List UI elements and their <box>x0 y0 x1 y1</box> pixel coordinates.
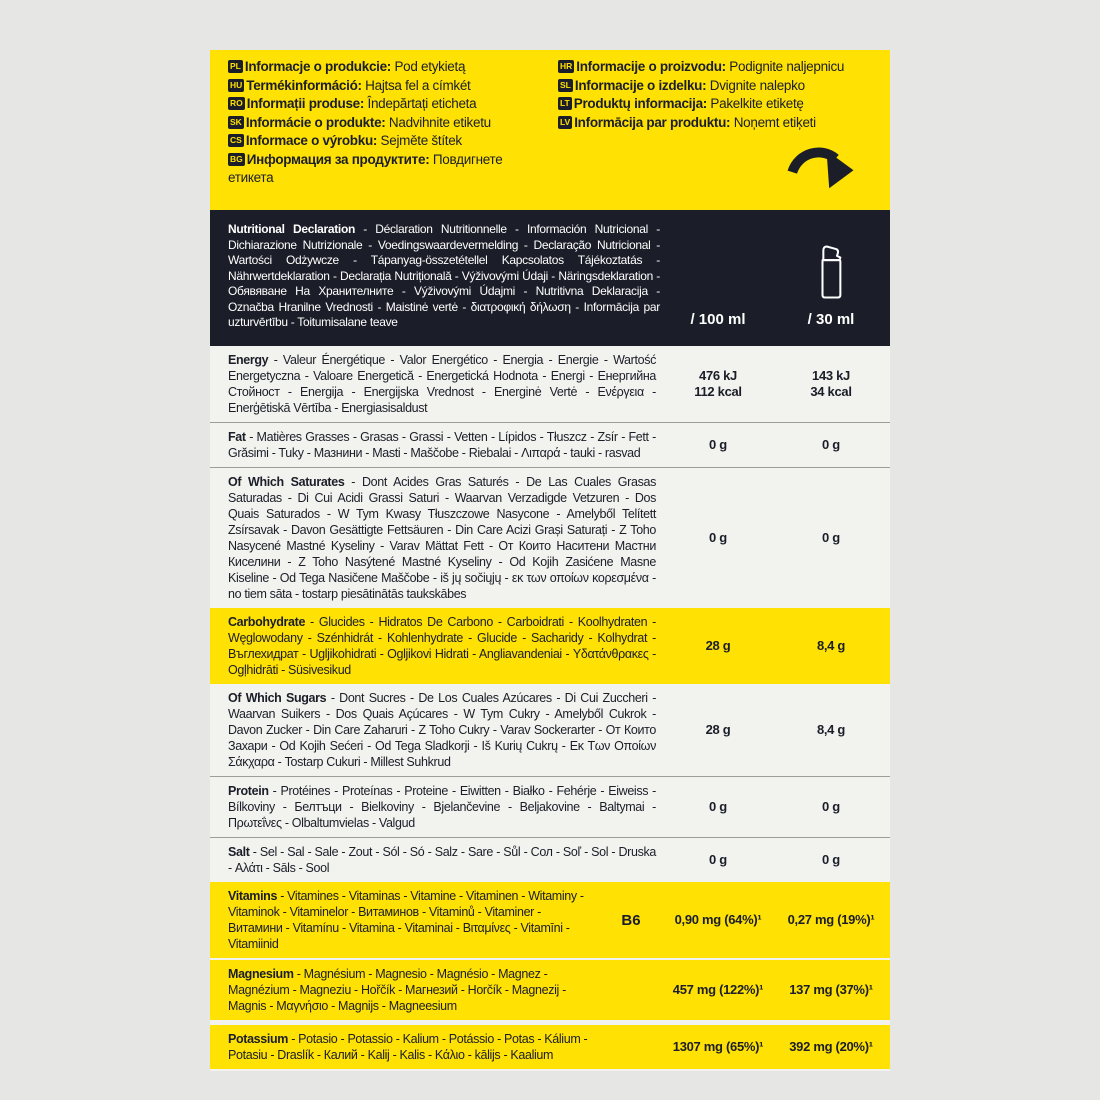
nutrient-lead: Potassium <box>228 1032 289 1046</box>
peel-info-line <box>228 77 543 96</box>
nutrient-lead: Fat <box>228 430 246 444</box>
nutrient-name <box>228 474 664 602</box>
peel-label: Informācija par produktu: <box>574 114 731 130</box>
peel-label: Produktų informacija: <box>573 96 707 111</box>
peel-label: Informacije o proizvodu: <box>576 59 726 74</box>
value-per-30ml: 137 mg (37%)¹ <box>789 982 873 997</box>
peel-label: Informacje o produkcie: <box>244 59 392 74</box>
value-per-100ml: 0 g <box>709 799 727 814</box>
bottle-icon <box>814 241 848 303</box>
nutrient-name <box>228 783 664 831</box>
lang-badge: PL <box>230 61 241 71</box>
value-per-30ml: 8,4 g <box>816 722 846 737</box>
lang-badge: HU <box>230 79 243 90</box>
declaration-text <box>210 210 664 346</box>
peel-info-line <box>228 95 543 114</box>
lang-badge: BG <box>230 153 243 164</box>
value-per-30ml: 0 g <box>822 530 840 545</box>
nutrient-lead: Protein <box>228 784 269 798</box>
nutrient-translations: - Magnésium - Magnesio - Magnésio - Magnez - Magnézium - Magneziu - Hořčík - Магнезий - Horčík - Magnezij - Magnis - Μαγνήσιο - Magnijs - Magneesium <box>228 967 566 1013</box>
lang-badge: LT <box>560 98 570 108</box>
per-30ml-label: / 30 ml <box>807 311 855 328</box>
nutrient-table <box>210 346 890 1071</box>
lang-badge: SK <box>230 116 242 127</box>
declaration-lead: Nutritional Declaration <box>228 222 356 236</box>
nutrient-name <box>228 844 664 876</box>
nutrient-name <box>228 888 598 952</box>
peel-info-line <box>558 95 876 114</box>
nutrient-row-energy <box>210 346 890 422</box>
lang-badge: LV <box>560 116 571 127</box>
peel-info-line <box>228 58 543 77</box>
lang-badge: CS <box>230 135 242 145</box>
spacer <box>598 966 664 1014</box>
nutrient-lead: Of Which Saturates <box>228 475 345 489</box>
nutrient-row-carbohydrate <box>210 608 890 684</box>
nutrient-lead: Of Which Sugars <box>228 691 327 705</box>
peel-label: Informace o výrobku: <box>245 133 378 148</box>
peel-value: Pod etykietą <box>391 59 466 74</box>
peel-label: Informácie o produkte: <box>245 114 386 130</box>
peel-value: Podignite naljepnicu <box>725 59 845 74</box>
peel-value: Îndepărtați eticheta <box>364 96 477 111</box>
value-per-100ml: 0 g <box>709 852 727 867</box>
value-per-30ml: 0 g <box>822 852 840 867</box>
column-header-per-100ml: / 100 ml <box>690 311 746 328</box>
peel-value: Noņemt etiķeti <box>730 114 816 130</box>
nutrient-translations: - Vitamines - Vitaminas - Vitamine - Vitaminen - Witaminy - Vitaminok - Vitaminelor - Витаминов - Vitaminů - Vitaminer - Витамини - Vitamínu - Vitamina - Vitaminai - Βιταμίνες - Vitamīni - Vitamiinid <box>228 889 584 951</box>
spacer <box>598 1031 664 1063</box>
value-per-100ml: 476 kJ 112 kcal <box>694 368 742 399</box>
peel-info-left-column <box>228 58 543 188</box>
nutrient-translations: - Dont Sucres - De Los Cuales Azúcares - Di Cui Zuccheri - Waarvan Suikers - Dos Quais Açúcares - W Tym Cukry - Amelyből Cukrok - Davon Zucker - Din Care Zaharuri - Z Toho Cukry - Varav Sockerarter - От Които Захари - Od Kojih Sećeri - Od Tega Sladkorji - Iš Kurių Cukrų - Εκ Των Οποίων Σάκχαρα - Tostarp Cukuri - Millest Suhkrud <box>228 691 657 769</box>
peel-info-line <box>558 77 876 96</box>
nutrient-lead: Magnesium <box>228 967 294 981</box>
nutrient-name <box>228 352 664 416</box>
nutrient-lead: Salt <box>228 845 250 859</box>
value-per-100ml: 1307 mg (65%)¹ <box>672 1039 764 1054</box>
value-per-100ml: 0,90 mg (64%)¹ <box>674 912 762 927</box>
peel-info-line <box>228 132 543 151</box>
nutrient-translations: - Dont Acides Gras Saturés - De Las Cuales Grasas Saturadas - Di Cui Acidi Grassi Saturi - Waarvan Verzadigde Vetzuren - Dos Quais Saturados - W Tym Kwasy Tłuszczowe Nasycone - Amelyből Telített Zsírsavak - Davon Gesättigte Fettsäuren - Din Care Acizi Grași Saturați - Z Toho Nasycené Mastné Kyseliny - Varav Mättat Fett - От Които Наситени Мастни Киселини - Z Toho Nasýtené Mastné Kyseliny - Od Kojih Zasićene Masne Kiseline - Od Tega Nasičene Maščobe - iš jų sočiųjų - εκ των οποίων κορεσμένα - no tiem sāta - tostarp piesātinātās taukskābes <box>228 475 656 601</box>
nutrient-name <box>228 966 598 1014</box>
value-per-100ml: 28 g <box>705 722 731 737</box>
value-per-100ml: 0 g <box>709 530 727 545</box>
lang-badge: HR <box>560 61 573 71</box>
nutrient-name <box>228 1031 598 1063</box>
nutrient-row-protein <box>210 776 890 837</box>
value-per-30ml: 143 kJ 34 kcal <box>810 368 852 399</box>
peel-info-line <box>558 58 876 77</box>
peel-label: Informații produse: <box>246 96 365 111</box>
nutrient-row-sugars <box>210 684 890 776</box>
nutrient-lead: Energy <box>228 353 269 367</box>
nutrient-row-salt <box>210 837 890 882</box>
peel-value: Pakelkite etiketę <box>706 96 804 111</box>
nutrition-label <box>210 50 890 1071</box>
nutrient-name <box>228 690 664 770</box>
lang-badge: SL <box>560 79 571 90</box>
nutrient-row-vitamins <box>210 882 890 958</box>
nutrient-row-potassium <box>210 1020 890 1069</box>
value-per-30ml: 8,4 g <box>816 638 846 653</box>
value-per-100ml: 28 g <box>705 638 731 653</box>
nutrient-name <box>228 429 664 461</box>
peel-value: Повдигнете етикета <box>228 151 503 185</box>
value-per-100ml: 0 g <box>709 437 727 452</box>
nutrient-translations: - Protéines - Proteínas - Proteine - Eiwitten - Białko - Fehérje - Eiweiss - Bílkoviny - Белтъци - Bielkoviny - Bjelančevine - Beljakovine - Baltymai - Πρωτεΐνες - Olbaltumvielas - Valgud <box>228 784 656 830</box>
peel-label: Informacije o izdelku: <box>574 77 707 93</box>
peel-info-block <box>210 50 890 210</box>
peel-info-line <box>228 114 543 133</box>
peel-value: Hajtsa fel a címkét <box>361 77 471 93</box>
nutrient-row-saturates <box>210 467 890 608</box>
peel-info-line <box>558 114 876 133</box>
vitamin-b6-label: B6 <box>621 911 641 929</box>
lang-badge: RO <box>230 98 243 108</box>
nutrient-row-fat <box>210 422 890 467</box>
nutrient-translations: - Matières Grasses - Grasas - Grassi - Vetten - Lípidos - Tłuszcz - Zsír - Fett - Grăsimi - Tuky - Мазнини - Masti - Maščobe - Riebalai - Λιπαρά - tauki - rasvad <box>228 430 656 460</box>
peel-label: Информация за продуктите: <box>246 151 430 167</box>
peel-value: Nadvihnite etiketu <box>385 114 491 130</box>
nutrient-name <box>228 614 664 678</box>
value-per-30ml: 392 mg (20%)¹ <box>789 1039 873 1054</box>
peel-value: Dvignite nalepko <box>706 77 805 93</box>
column-header-per-30ml <box>772 210 890 346</box>
peel-value: Sejměte štítek <box>377 133 462 148</box>
value-per-30ml: 0,27 mg (19%)¹ <box>787 912 875 927</box>
nutrient-translations: - Valeur Énergétique - Valor Energético - Energia - Energie - Wartość Energetyczna - Valoare Energetică - Energetická Hodnota - Energi - Енергийна Стойност - Energija - Energijska Vrednost - Energinė Vertė - Ενέργεια - Enerģētiskā Vērtība - Energiasisaldust <box>228 353 656 415</box>
declaration-header <box>210 210 890 346</box>
value-per-100ml: 457 mg (122%)¹ <box>672 982 764 997</box>
peel-label: Termékinformáció: <box>246 77 362 93</box>
declaration-rest: - Déclaration Nutritionnelle - Información Nutricional - Dichiarazione Nutrizionale - Voedingswaardevermelding - Declaração Nutricional - Wartości Odżywcze - Tápanyag-összetétellel Kapcsolatos Tájékoztatás - Nährwertdeklaration - Declarația Nutrițională - Výživovými Údaji - Näringsdeklaration - Обявяване На Хранителните - Výživovými Údajmi - Nutritivna Deklaracija - Označba Hranilne Vrednosti - Maistinė vertė - διατροφική δήλωση - Informācija par uzturvērtību - Toitumisalane teave <box>228 222 660 329</box>
value-per-30ml: 0 g <box>822 799 840 814</box>
nutrient-translations: - Glucides - Hidratos De Carbono - Carboidrati - Koolhydraten - Węglowodany - Szénhidrát - Kohlenhydrate - Glucide - Sacharidy - Kolhydrat - Въглехидрат - Ugljikohidrati - Ogljikovi Hidrati - Angliavandeniai - Υδατάνθρακες - Ogļhidrāti - Süsivesikud <box>228 615 656 677</box>
nutrient-lead: Carbohydrate <box>228 615 306 629</box>
nutrient-row-magnesium <box>210 958 890 1020</box>
curved-arrow-icon <box>786 144 858 202</box>
nutrient-translations: - Potasio - Potassio - Kalium - Potássio - Potas - Kálium - Potasiu - Draslík - Калий - Kalij - Kalis - Κάλιο - kālijs - Kaalium <box>228 1032 588 1062</box>
value-per-30ml: 0 g <box>822 437 840 452</box>
peel-info-line <box>228 151 543 188</box>
nutrient-lead: Vitamins <box>228 889 278 903</box>
nutrient-translations: - Sel - Sal - Sale - Zout - Sól - Só - Salz - Sare - Sůl - Сол - Soľ - Sol - Druska - Αλάτι - Sāls - Sool <box>228 845 656 875</box>
